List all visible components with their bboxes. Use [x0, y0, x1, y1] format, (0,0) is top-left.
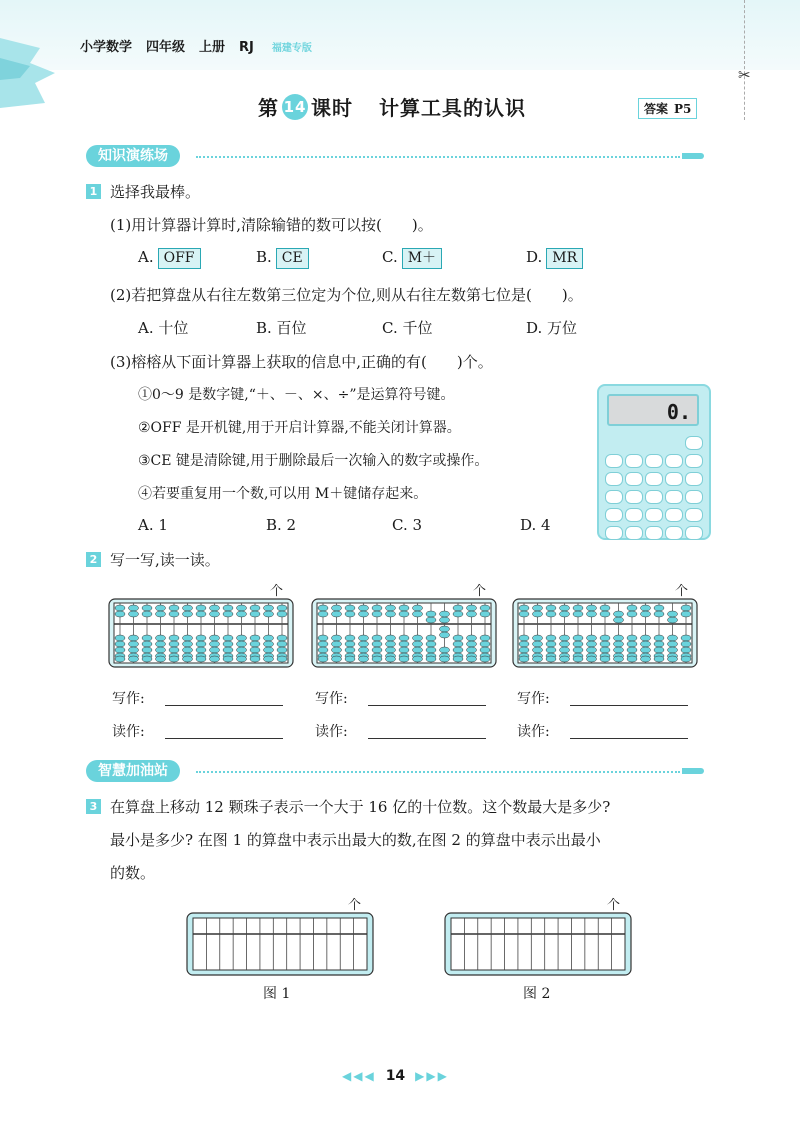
calculator-key [685, 454, 703, 468]
calculator-key [605, 490, 623, 504]
key-ce: CE [276, 248, 309, 269]
calculator-display: 0. [607, 394, 699, 426]
empty-abacus-2[interactable] [444, 912, 632, 976]
calculator-keypad [605, 436, 703, 540]
option-a: A. 十位 [138, 319, 189, 337]
statement-3: ③CE 键是清除键,用于删除最后一次输入的数字或操作。 [138, 453, 489, 469]
calculator-key [645, 472, 663, 486]
calculator-key [685, 526, 703, 540]
question-number: 2 [86, 552, 101, 567]
calculator-key [645, 490, 663, 504]
units-label: 个 [675, 584, 689, 599]
calculator-key [685, 508, 703, 522]
section-divider [196, 156, 680, 158]
calculator-key [645, 454, 663, 468]
key-off: OFF [158, 248, 201, 269]
option-c: C. M＋ [382, 248, 442, 269]
option-a: A. OFF [138, 248, 201, 269]
empty-abacus-1[interactable] [186, 912, 374, 976]
lesson-title: 第 14 课时 计算工具的认识 [258, 92, 526, 121]
calculator-key [625, 526, 643, 540]
calculator-key [685, 436, 703, 450]
units-label: 个 [270, 584, 284, 599]
section-practice-label: 知识演练场 [86, 145, 180, 167]
abacus-3 [512, 598, 698, 668]
section-challenge-label: 智慧加油站 [86, 760, 180, 782]
calculator-key [665, 490, 683, 504]
next-arrows-icon: ▶▶▶ [415, 1069, 449, 1083]
calculator-key [625, 490, 643, 504]
abacus-2 [311, 598, 497, 668]
question-text-line: 的数。 [110, 864, 156, 882]
calculator-key [665, 508, 683, 522]
previous-arrows-icon: ◀◀◀ [342, 1069, 376, 1083]
option-d: D. 4 [520, 516, 551, 534]
option-d: D. MR [526, 248, 583, 269]
figure-caption: 图 2 [523, 986, 551, 1002]
calculator-key [625, 472, 643, 486]
lesson-number-badge: 14 [282, 94, 308, 120]
option-d: D. 万位 [526, 319, 578, 337]
read-blank[interactable] [165, 737, 283, 739]
write-blank[interactable] [570, 704, 688, 706]
units-label: 个 [473, 584, 487, 599]
statement-4: ④若要重复用一个数,可以用 M＋键储存起来。 [138, 486, 428, 502]
calculator-key [665, 472, 683, 486]
write-blank[interactable] [165, 704, 283, 706]
question-prompt: 写一写,读一读。 [110, 551, 220, 569]
pencil-icon [682, 768, 704, 774]
units-label: 个 [348, 898, 362, 913]
write-label: 写作: [315, 691, 348, 707]
sub-question-1: (1)用计算器计算时,清除输错的数可以按( )。 [110, 216, 433, 234]
option-c: C. 千位 [382, 319, 433, 337]
calculator-key [685, 472, 703, 486]
statement-1: ①0～9 是数字键,“＋、－、×、÷”是运算符号键。 [138, 387, 455, 403]
option-b: B. 百位 [256, 319, 307, 337]
option-a: A. 1 [138, 516, 168, 534]
calculator-key [685, 490, 703, 504]
question-number: 3 [86, 799, 101, 814]
calculator-key [605, 454, 623, 468]
pencil-icon [682, 153, 704, 159]
read-blank[interactable] [570, 737, 688, 739]
statement-2: ②OFF 是开机键,用于开启计算器,不能关闭计算器。 [138, 420, 461, 436]
option-c: C. 3 [392, 516, 423, 534]
abacus-1 [108, 598, 294, 668]
calculator-key [665, 526, 683, 540]
question-number: 1 [86, 184, 101, 199]
sub-question-2: (2)若把算盘从右往左数第三位定为个位,则从右往左数第七位是( )。 [110, 286, 583, 304]
read-label: 读作: [517, 724, 550, 740]
question-prompt: 选择我最棒。 [110, 183, 201, 201]
units-label: 个 [607, 898, 621, 913]
answer-reference: 答案 P5 [638, 98, 697, 119]
read-label: 读作: [112, 724, 145, 740]
read-blank[interactable] [368, 737, 486, 739]
scissors-icon: ✂ [738, 66, 751, 84]
calculator-key [645, 526, 663, 540]
key-m-plus: M＋ [402, 248, 442, 269]
pagoda-decoration [0, 18, 70, 128]
section-divider [196, 771, 680, 773]
page-number: 14 [385, 1068, 406, 1084]
question-text-line: 最小是多少? 在图 1 的算盘中表示出最大的数,在图 2 的算盘中表示出最小 [110, 831, 601, 849]
calculator-key [605, 526, 623, 540]
calculator-key [605, 508, 623, 522]
header-info: 小学数学 四年级 上册 RJ 福建专版 [80, 40, 312, 55]
key-mr: MR [546, 248, 583, 269]
question-text-line: 在算盘上移动 12 颗珠子表示一个大于 16 亿的十位数。这个数最大是多少? [110, 798, 611, 816]
write-label: 写作: [517, 691, 550, 707]
calculator-key [625, 454, 643, 468]
write-blank[interactable] [368, 704, 486, 706]
calculator-key [645, 508, 663, 522]
sub-question-3: (3)榕榕从下面计算器上获取的信息中,正确的有( )个。 [110, 353, 493, 371]
calculator-key [625, 508, 643, 522]
calculator-key [605, 472, 623, 486]
write-label: 写作: [112, 691, 145, 707]
option-b: B. CE [256, 248, 309, 269]
option-b: B. 2 [266, 516, 297, 534]
cut-line [744, 0, 745, 120]
page-footer [342, 1068, 449, 1084]
calculator-illustration [597, 384, 711, 540]
header-band [0, 0, 800, 70]
figure-caption: 图 1 [263, 986, 291, 1002]
read-label: 读作: [315, 724, 348, 740]
calculator-key [665, 454, 683, 468]
